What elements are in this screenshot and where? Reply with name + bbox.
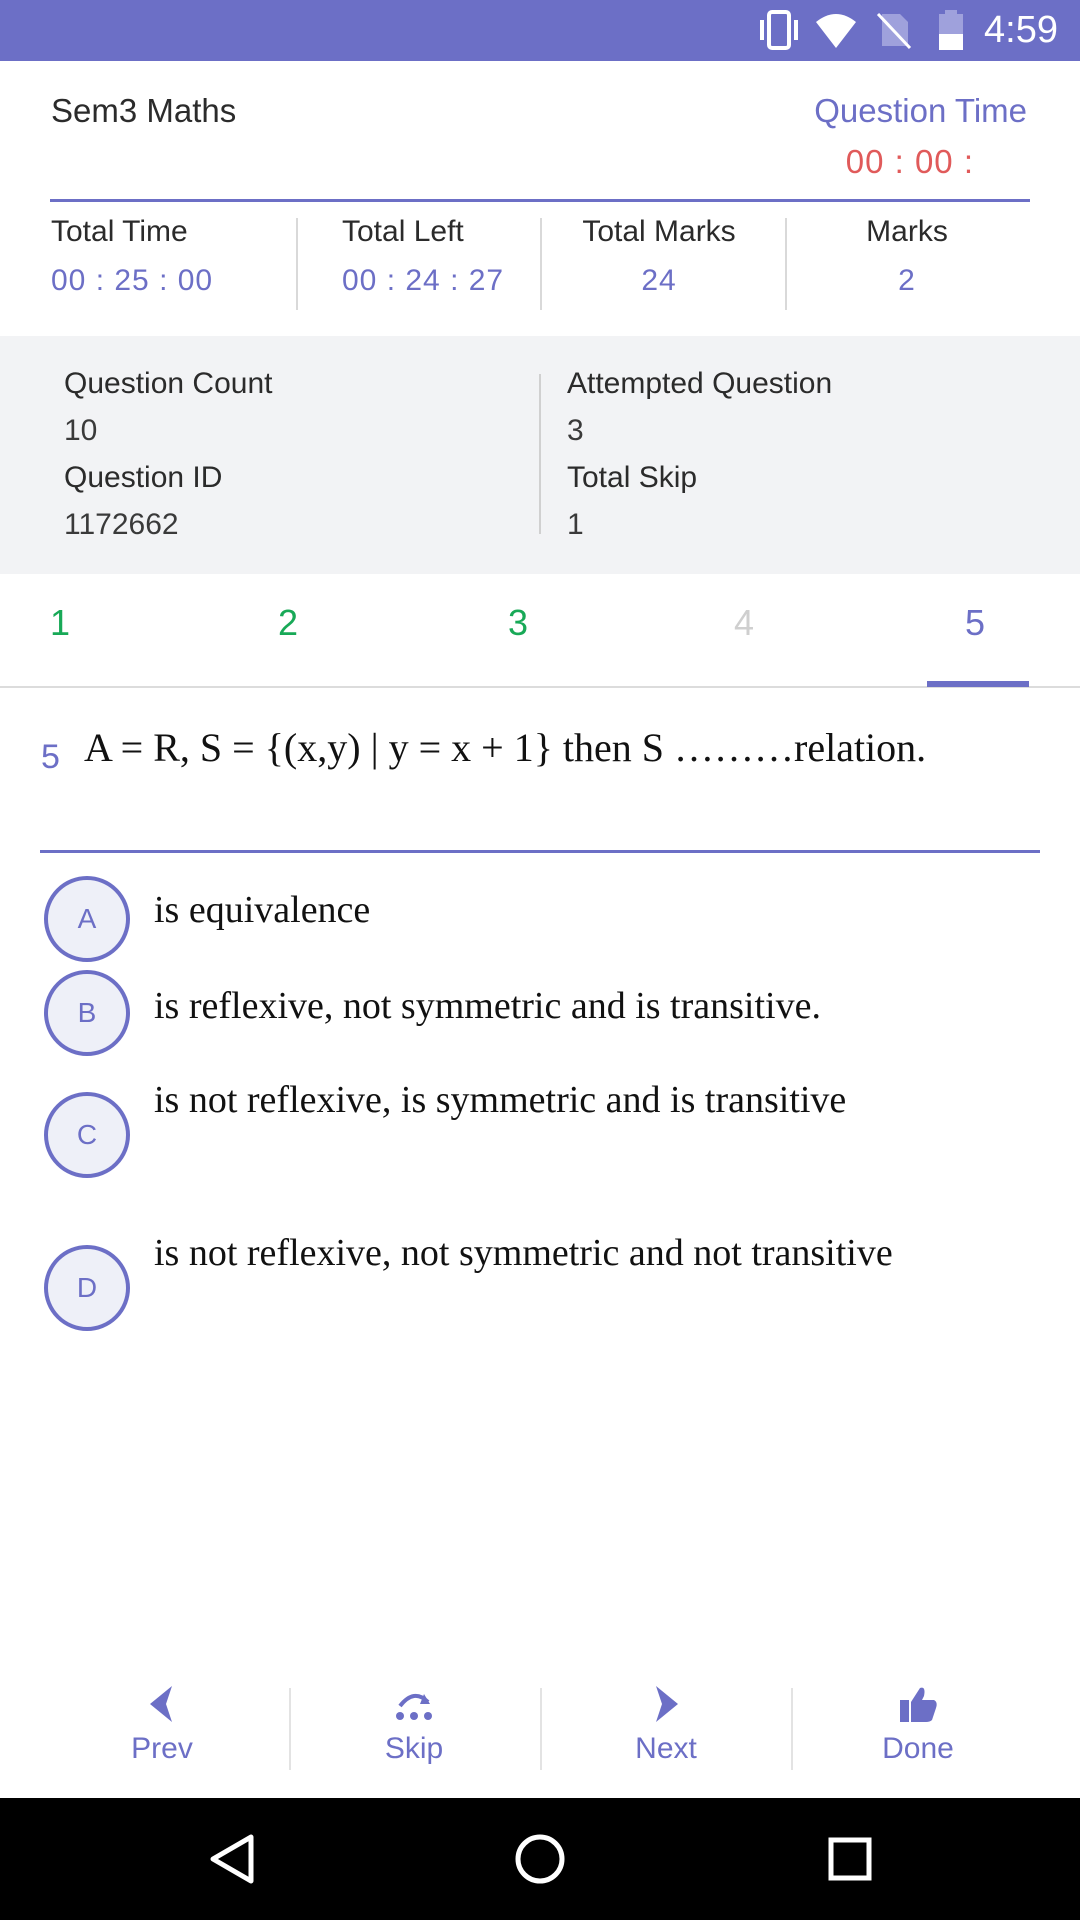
option-c-circle[interactable]: C [44,1092,130,1178]
option-b-circle[interactable]: B [44,970,130,1056]
option-a-circle[interactable]: A [44,876,130,962]
status-bar [0,0,1080,61]
prev-button[interactable] [37,1660,287,1798]
question-text: A = R, S = {(x,y) | y = x + 1} then S ………relation. [84,725,927,770]
home-icon[interactable] [512,1831,568,1887]
header-divider [50,199,1030,202]
battery-icon [936,10,966,50]
info-divider [539,374,541,534]
tab-question-5[interactable]: 5 [965,602,986,643]
tab-question-1[interactable]: 1 [50,602,71,643]
total-skip-value: 1 [567,508,584,541]
stat-value: 24 [641,264,677,297]
tab-question-4[interactable]: 4 [734,602,755,643]
stat-total-left [342,215,542,310]
next-label: Next [635,1732,697,1765]
vibrate-icon [756,10,802,50]
question-count-value: 10 [64,414,98,447]
stats-row [0,215,1080,315]
chevron-left-icon [142,1684,182,1724]
status-time: 4:59 [984,9,1058,51]
stat-label: Marks [866,215,948,248]
back-icon[interactable] [205,1831,261,1887]
tab-question-3[interactable]: 3 [508,602,529,643]
recents-icon[interactable] [822,1831,878,1887]
total-skip-label: Total Skip [567,461,698,494]
question-tabs [0,574,1080,688]
chevron-right-icon [646,1684,686,1724]
stat-total-marks [542,215,776,310]
question-id-label: Question ID [64,461,223,494]
info-left-column [64,364,272,552]
nav-divider [540,1688,542,1770]
skip-icon [394,1684,434,1724]
stat-label: Total Marks [582,215,736,248]
nav-divider [791,1688,793,1770]
option-d-circle[interactable]: D [44,1245,130,1331]
skip-label: Skip [384,1732,444,1765]
stat-marks [787,215,1027,310]
done-button[interactable] [793,1660,1043,1798]
wifi-icon [814,10,858,50]
stat-value: 00 : 25 : 00 [51,264,214,297]
page-title: Sem3 Maths [51,92,237,129]
skip-button[interactable] [289,1660,539,1798]
stat-value: 00 : 24 : 27 [342,264,505,297]
option-b-text[interactable]: is reflexive, not symmetric and is transitive. [154,985,821,1027]
stat-value: 2 [898,264,916,297]
question-count-label: Question Count [64,367,273,400]
prev-label: Prev [131,1732,193,1765]
stat-total-time [51,215,291,310]
stat-label: Total Time [51,215,188,248]
question-time-value: 00 : 00 : [845,143,974,180]
option-c-text[interactable]: is not reflexive, is symmetric and is transitive [154,1079,847,1121]
question-time-label: Question Time [814,92,1027,129]
nav-divider [289,1688,291,1770]
attempted-label: Attempted Question [567,367,833,400]
done-label: Done [882,1732,954,1765]
question-number: 5 [41,738,60,776]
no-sim-icon [876,10,912,50]
question-id-value: 1172662 [64,508,179,541]
tab-question-2[interactable]: 2 [278,602,299,643]
attempted-value: 3 [567,414,584,447]
option-a-text[interactable]: is equivalence [154,889,371,931]
next-button[interactable] [541,1660,791,1798]
stat-divider [296,218,298,310]
thumbs-up-icon [898,1684,938,1724]
stat-label: Total Left [342,215,464,248]
active-tab-indicator [927,681,1029,687]
question-divider [40,850,1040,853]
system-navigation-bar [0,1798,1080,1920]
exam-info-panel [0,336,1080,574]
option-d-text[interactable]: is not reflexive, not symmetric and not transitive [154,1232,893,1274]
info-right-column [567,364,832,552]
